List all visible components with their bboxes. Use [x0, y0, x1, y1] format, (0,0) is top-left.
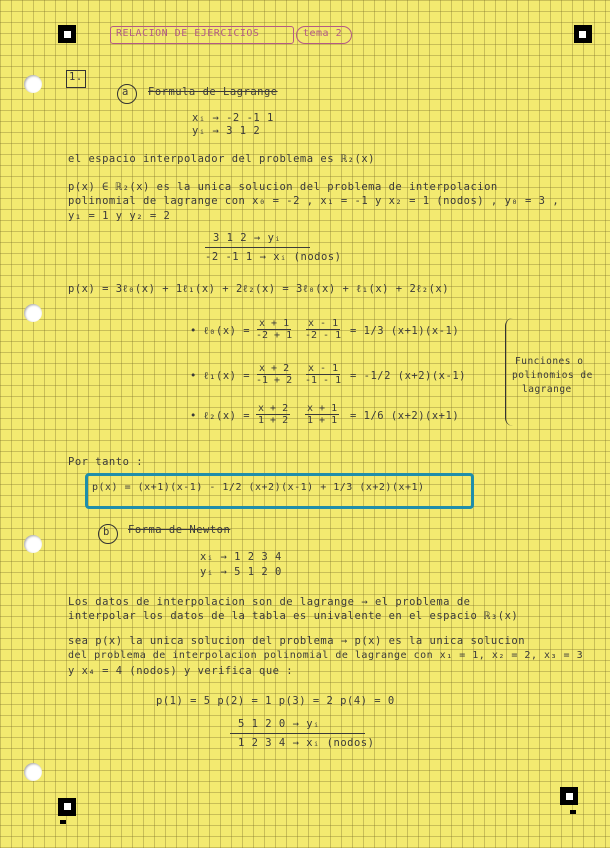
part-b-line1: Los datos de interpolacion son de lagrange → el problema de — [68, 596, 471, 608]
part-b-y-row: yᵢ → 5 1 2 0 — [200, 566, 282, 578]
l1-result: = -1/2 (x+2)(x-1) — [350, 370, 466, 382]
l2-f2-numerator: x + 1 — [307, 403, 338, 414]
corner-tick-icon — [570, 810, 576, 814]
part-b-conditions: p(1) = 5 p(2) = 1 p(3) = 2 p(4) = 0 — [156, 695, 395, 707]
l1-label: • ℓ₁(x) = — [190, 370, 251, 382]
part-b-x-row: xᵢ → 1 2 3 4 — [200, 551, 282, 563]
brace-note-3: lagrange — [522, 384, 572, 395]
l1-fraction-1 — [256, 363, 292, 386]
part-a-axis-line — [205, 247, 310, 248]
l2-f1-numerator: x + 2 — [258, 403, 289, 414]
part-a-y-row: yᵢ → 3 1 2 — [192, 125, 261, 137]
punch-hole-icon — [24, 304, 42, 322]
l2-result: = 1/6 (x+2)(x+1) — [350, 410, 460, 422]
l1-f1-numerator: x + 2 — [259, 363, 290, 374]
part-b-line5: y x₄ = 4 (nodos) y verifica que : — [68, 665, 294, 677]
part-b-line2: interpolar los datos de la tabla es univalente en el espacio ℝ₃(x) — [68, 610, 519, 622]
part-b-axis-bottom: 1 2 3 4 → xᵢ (nodos) — [238, 737, 375, 749]
part-b-line3: sea p(x) la unica solucion del problema → p(x) es la unica solucion — [68, 635, 526, 647]
l2-f1-denominator: 1 + 2 — [258, 415, 289, 426]
exercise-number: 1. — [69, 71, 83, 83]
part-b-axis-top: 5 1 2 0 → yᵢ — [238, 718, 320, 730]
part-b-label: b — [103, 526, 110, 538]
corner-mark-icon — [58, 798, 76, 816]
l1-f2-denominator: -1 - 1 — [305, 375, 342, 386]
l2-f2-denominator: 1 + 1 — [307, 415, 338, 426]
part-a-line3: polinomial de lagrange con x₀ = -2 , x₁ = -1 y x₂ = 1 (nodos) , y₀ = 3 , — [68, 195, 560, 207]
corner-mark-icon — [560, 787, 578, 805]
punch-hole-icon — [24, 763, 42, 781]
part-b-heading: Forma de Newton — [128, 524, 231, 536]
part-a-x-row: xᵢ → -2 -1 1 — [192, 112, 274, 124]
corner-mark-icon — [574, 25, 592, 43]
part-a-line4: y₁ = 1 y y₂ = 2 — [68, 210, 171, 222]
punch-hole-icon — [24, 75, 42, 93]
l0-f1-numerator: x + 1 — [259, 318, 290, 329]
punch-hole-icon — [24, 535, 42, 553]
l1-f2-numerator: x - 1 — [308, 363, 339, 374]
page-title: RELACION DE EJERCICIOS — [116, 28, 260, 39]
part-a-line1: el espacio interpolador del problema es ℝ₂(x) — [68, 153, 375, 165]
l2-label: • ℓ₂(x) = — [190, 410, 251, 422]
l0-label: • ℓ₀(x) = — [190, 325, 251, 337]
brace-note-1: Funciones o — [515, 356, 584, 367]
part-a-label: a — [122, 86, 129, 98]
l2-fraction-1 — [256, 403, 290, 426]
corner-mark-icon — [58, 25, 76, 43]
part-b-line4: del problema de interpolacion polinomial de lagrange con x₁ = 1, x₂ = 2, x₃ = 3 — [68, 650, 584, 661]
l0-f2-denominator: -2 - 1 — [305, 330, 342, 341]
por-tanto: Por tanto : — [68, 456, 144, 468]
tema-label: tema 2 — [303, 28, 343, 39]
part-a-axis-bottom: -2 -1 1 → xᵢ (nodos) — [205, 251, 342, 263]
l0-fraction-1 — [256, 318, 292, 341]
l0-f2-numerator: x - 1 — [308, 318, 339, 329]
l2-fraction-2 — [305, 403, 339, 426]
l1-f1-denominator: -1 + 2 — [256, 375, 293, 386]
l0-result: = 1/3 (x+1)(x-1) — [350, 325, 460, 337]
final-result: p(x) = (x+1)(x-1) - 1/2 (x+2)(x-1) + 1/3 (x+2)(x+1) — [92, 482, 425, 493]
part-b-axis-line — [230, 733, 365, 734]
part-a-axis-top: 3 1 2 → yᵢ — [213, 232, 282, 244]
brace-note-2: polinomios de — [512, 370, 593, 381]
part-a-heading: Formula de Lagrange — [148, 86, 278, 98]
part-a-line2: p(x) ∈ ℝ₂(x) es la unica solucion del problema de interpolacion — [68, 181, 498, 193]
l1-fraction-2 — [305, 363, 341, 386]
corner-tick-icon — [60, 820, 66, 824]
l0-fraction-2 — [305, 318, 341, 341]
part-a-px-line: p(x) = 3ℓ₀(x) + 1ℓ₁(x) + 2ℓ₂(x) = 3ℓ₀(x) + ℓ₁(x) + 2ℓ₂(x) — [68, 283, 450, 295]
l0-f1-denominator: -2 + 1 — [256, 330, 293, 341]
